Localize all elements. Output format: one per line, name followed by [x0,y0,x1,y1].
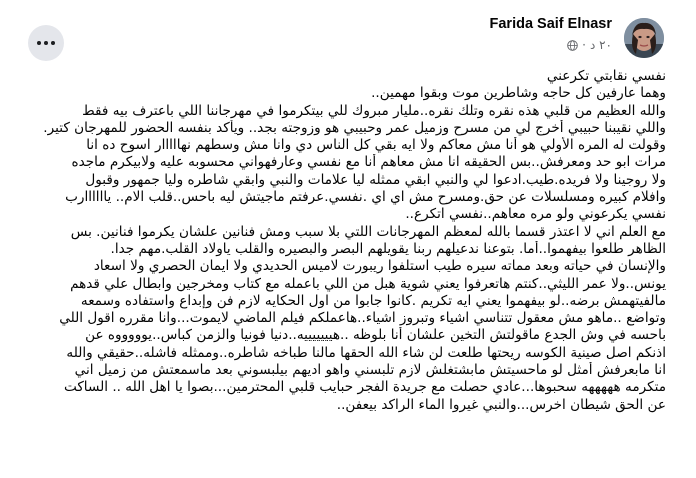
post-line: الظاهر طلعوا بيفهموا..أما. بتوعنا ندعيلهم ربنا يقويلهم البصر والبصيره والقلب ياولاد القلب.مهم جدا. [110,240,666,257]
post-line: وتواضع ..ماهو مش معقول تتناسي اشياء وتبروز اشياء..هاعملكم فيلم الماضي لايموت...وانا مقرره اقول اللي [59,310,666,327]
post-line: وهما عارفين كل حاجه وشاطرين موت وبقوا مهمين.. [371,85,666,102]
post-line: يونس..ولا عمر الليثي..كنتم هاتعرفوا يعني شوية هبل من اللي باعمله مع كتاب ومخرجين وابطال علي قدهم [70,275,666,292]
post-line: والله العظيم من قلبي هذه نقره وتلك نقره..مليار مبروك للي بيتكرموا في مهرجاننا اللي باعترف بيه فقط [82,102,666,119]
globe-icon [567,40,578,51]
more-options-button[interactable] [28,25,64,61]
post-line: نفسي يكرعوني ولو مره معاهم..نفسي اتكرع.. [405,206,666,223]
post-line: واللي نقيبنا حبيبي أخرج لي من مسرح وزميل عمر وحبيبي هو وزوجته بجد.. ويأكد بنفسه الحضور للمهرجان كتير. [43,119,666,136]
post-line: نفسي نقابتي تكرعني [546,68,666,84]
post-timestamp[interactable]: ٢٠ د [589,38,612,52]
post-line: ولا روجينا ولا فريده.طيب.ادعوا لي والنبي ابقي ممثله ليا علامات والنبي وابقي شاطره وليا جمهور وقبول [85,171,666,188]
post-line: وافلام كبيره ومسلسلات عن حق.ومسرح مش اي اي .نفسي.عرفتم ماجيتش ليه باحس..قلب الام.. ياااااارب [65,189,666,206]
post-meta: ٢٠ د · [567,38,612,52]
post-line: مرات ابو حد ومعرفش..بس الحقيقه انا مش معاهم أنا مع نفسي وعارفهواني محسوبه عليه ولابيكرم ماجده [71,154,666,171]
post-header [0,0,696,74]
post-line: مالفيتهمش برضه..لو بيفهموا يعني ايه تكريم .كانوا جابوا من اول الحكايه لازم فن وإبداع واستفاده وسمعه [80,292,666,309]
author-avatar[interactable] [624,18,664,58]
post-line: وقولت له المره الأولي هو أنا مش معاكم ولا ايه بقي كل الناس دي وانا مش وسطهم نهااااار اسوح ده انا [86,137,666,154]
post-line: باحسه في وش الجدع ماقولتش التخين علشان أنا بلوظه ..هيييييييه..دنيا فونيا والزمن كباس..يوووووه عن [85,327,666,344]
post-line: اذنكم اصل صينية الكوسه ريحتها طلعت لن شاء الله الحقها مالنا طباخه شاطره..وممثله فاشله..حقيقي والله [66,344,666,361]
post-line: انا مابعرفش أمثل لو ماحسيتش مابشتغلش لازم تلبسني واهو اديهم بيلبسوني بعد ماسمعتش من زميل اني [74,362,666,379]
post-line: عن الحق شيطان اخرس...والنبي غيروا الماء الراكد بيعفن.. [336,396,666,413]
more-horizontal-icon [37,41,41,45]
post-line: مع العلم اني لا اعتذر قسما بالله لمعظم المهرجانات اللتي بلا سبب ومش فنانين علشان يكرموا فنانين. بس [70,223,666,240]
post-line: متكرمه هههههه سحبوها...عادي حصلت مع جريدة الفجر حبايب قلبي المحترمين...بصوا يا اهل الله .. الساكت [63,379,666,396]
post-line: والإنسان في حياته وبعد مماته سيره طيب استلفوا ريبورت لاميس الحديدي ولا ايمان الحصري ولا اسعاد [93,258,666,275]
post-body [14,68,666,414]
author-name[interactable]: Farida Saif Elnasr [489,16,612,32]
